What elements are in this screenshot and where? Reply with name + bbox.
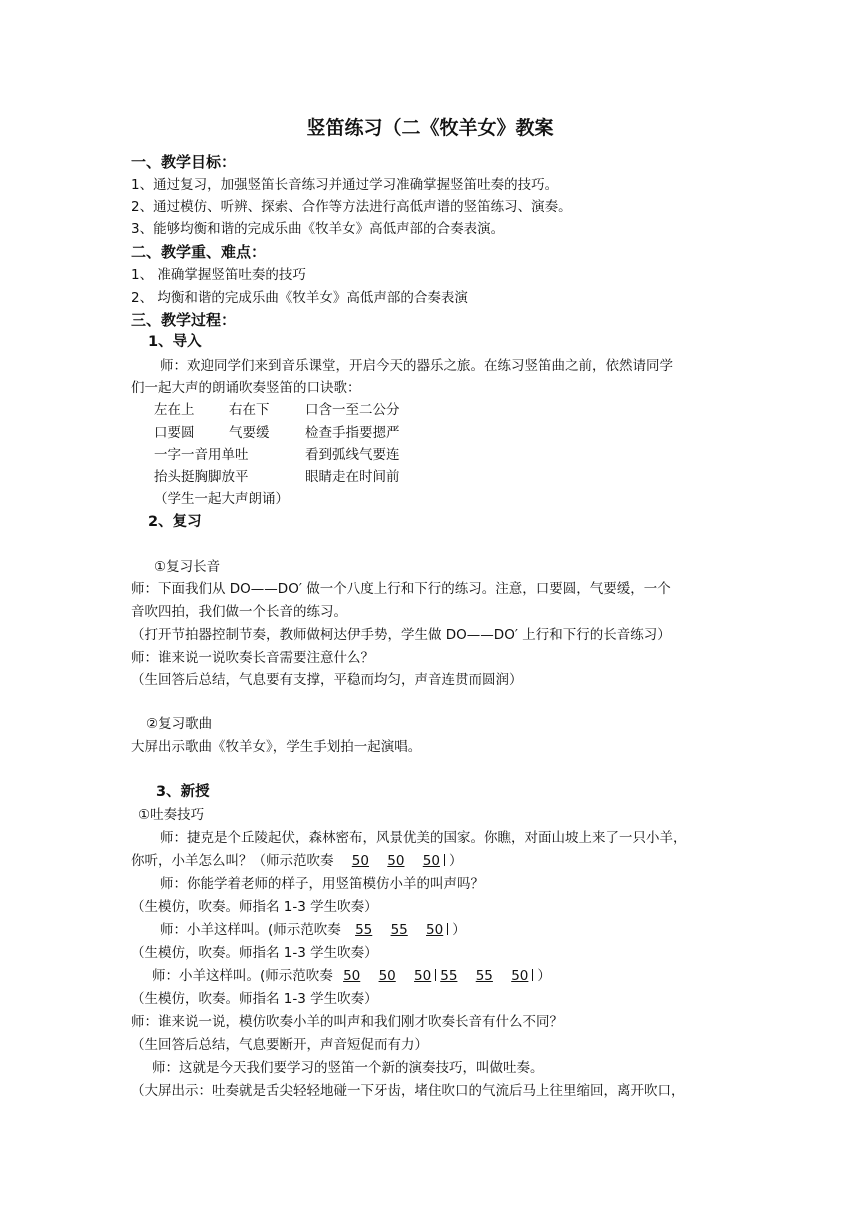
bar-line (444, 854, 445, 866)
note-group: 50 (422, 853, 440, 869)
note-group: 50 (378, 968, 396, 984)
note-group: 55 (355, 922, 373, 938)
bar-line (532, 969, 533, 981)
subheading-review-long-tones: ①复习长音 (154, 559, 221, 575)
note-group: 50 (351, 853, 369, 869)
note-group: 55 (390, 922, 408, 938)
paragraph: 师：欢迎同学们来到音乐课堂，开启今天的器乐之旅。在练习竖笛曲之前，依然请同学 (160, 358, 673, 374)
note-group: 50 (426, 922, 444, 938)
paragraph: 师：下面我们从 DO——DO′ 做一个八度上行和下行的练习。注意，口要圆，气要缓，一个 (131, 581, 671, 597)
close-paren: ） (452, 922, 466, 938)
subheading-review-song: ②复习歌曲 (146, 716, 213, 732)
chant-text: 看到弧线气要连 (305, 447, 400, 463)
paragraph-text: 师：小羊这样叫。(师示范吹奏 (160, 922, 341, 938)
close-paren: ） (537, 968, 551, 984)
paragraph: （生模仿，吹奏。师指名 1-3 学生吹奏） (131, 945, 378, 961)
subheading-new-lesson: 3、新授 (156, 784, 210, 800)
paragraph-with-notes (160, 920, 466, 940)
bar-line (435, 969, 436, 981)
close-paren: ） (448, 853, 463, 869)
keypoint-item: 1、 准确掌握竖笛吐奏的技巧 (131, 267, 306, 283)
chant-text: 右在下 (229, 402, 270, 418)
paragraph: 师：你能学着老师的样子，用竖笛模仿小羊的叫声吗？ (160, 876, 484, 892)
paragraph-text: 师：小羊这样叫。(师示范吹奏 (152, 968, 333, 984)
paragraph: 音吹四拍，我们做一个长音的练习。 (131, 604, 347, 620)
page-title: 竖笛练习（二《牧羊女》教案 (306, 117, 554, 139)
paragraph: （生回答后总结，气息要有支撑，平稳而均匀，声音连贯而圆润） (131, 672, 523, 688)
chant-text: 检查手指要摁严 (305, 425, 400, 441)
section-heading-process: 三、教学过程： (131, 311, 237, 329)
paragraph: （打开节拍器控制节奏，教师做柯达伊手势，学生做 DO——DO′ 上行和下行的长音练习） (131, 627, 671, 643)
subheading-review: 2、复习 (148, 514, 202, 530)
paragraph: （大屏出示：吐奏就是舌尖轻轻地碰一下牙齿，堵住吹口的气流后马上往里缩回，离开吹口， (131, 1083, 685, 1099)
paragraph: 师：谁来说一说吹奏长音需要注意什么？ (131, 650, 374, 666)
goal-item: 2、通过模仿、听辨、探索、合作等方法进行高低声谱的竖笛练习、演奏。 (131, 199, 572, 215)
paragraph: （生模仿，吹奏。师指名 1-3 学生吹奏） (131, 899, 378, 915)
goal-item: 3、能够均衡和谐的完成乐曲《牧羊女》高低声部的合奏表演。 (131, 221, 505, 237)
bar-line (447, 923, 448, 935)
chant-note: （学生一起大声朗诵） (154, 491, 289, 507)
paragraph: 大屏出示歌曲《牧羊女》，学生手划拍一起演唱。 (131, 739, 422, 755)
paragraph: （生回答后总结，气息要断开，声音短促而有力） (131, 1037, 428, 1053)
chant-text: 气要缓 (229, 425, 270, 441)
paragraph: 师：谁来说一说，模仿吹奏小羊的叫声和我们刚才吹奏长音有什么不同？ (131, 1014, 563, 1030)
paragraph: 师：捷克是个丘陵起伏，森林密布，风景优美的国家。你瞧，对面山坡上来了一只小羊， (160, 830, 687, 846)
goal-item: 1、通过复习，加强竖笛长音练习并通过学习准确掌握竖笛吐奏的技巧。 (131, 177, 559, 193)
section-heading-keypoints: 二、教学重、难点： (131, 243, 267, 261)
note-group: 50 (343, 968, 361, 984)
note-group: 50 (387, 853, 405, 869)
note-group: 55 (475, 968, 493, 984)
note-group: 50 (511, 968, 529, 984)
paragraph: （生模仿，吹奏。师指名 1-3 学生吹奏） (131, 991, 378, 1007)
note-group: 50 (414, 968, 432, 984)
chant-text: 口含一至二公分 (305, 402, 400, 418)
keypoint-item: 2、 均衡和谐的完成乐曲《牧羊女》高低声部的合奏表演 (131, 290, 468, 306)
chant-text: 抬头挺胸脚放平 (154, 469, 249, 485)
paragraph-with-notes (131, 851, 462, 871)
paragraph: 们一起大声的朗诵吹奏竖笛的口诀歌： (131, 380, 361, 396)
subheading-tonguing: ①吐奏技巧 (138, 807, 205, 823)
subheading-intro: 1、导入 (148, 334, 202, 350)
paragraph: 师：这就是今天我们要学习的竖笛一个新的演奏技巧，叫做吐奏。 (152, 1060, 544, 1076)
chant-text: 眼睛走在时间前 (305, 469, 400, 485)
paragraph-with-notes (152, 966, 551, 986)
section-heading-goals: 一、教学目标： (131, 153, 237, 171)
chant-text: 口要圆 (154, 425, 195, 441)
chant-text: 左在上 (154, 402, 195, 418)
chant-text: 一字一音用单吐 (154, 447, 249, 463)
note-group: 55 (440, 968, 458, 984)
paragraph-text: 你听，小羊怎么叫？（师示范吹奏 (131, 853, 334, 869)
